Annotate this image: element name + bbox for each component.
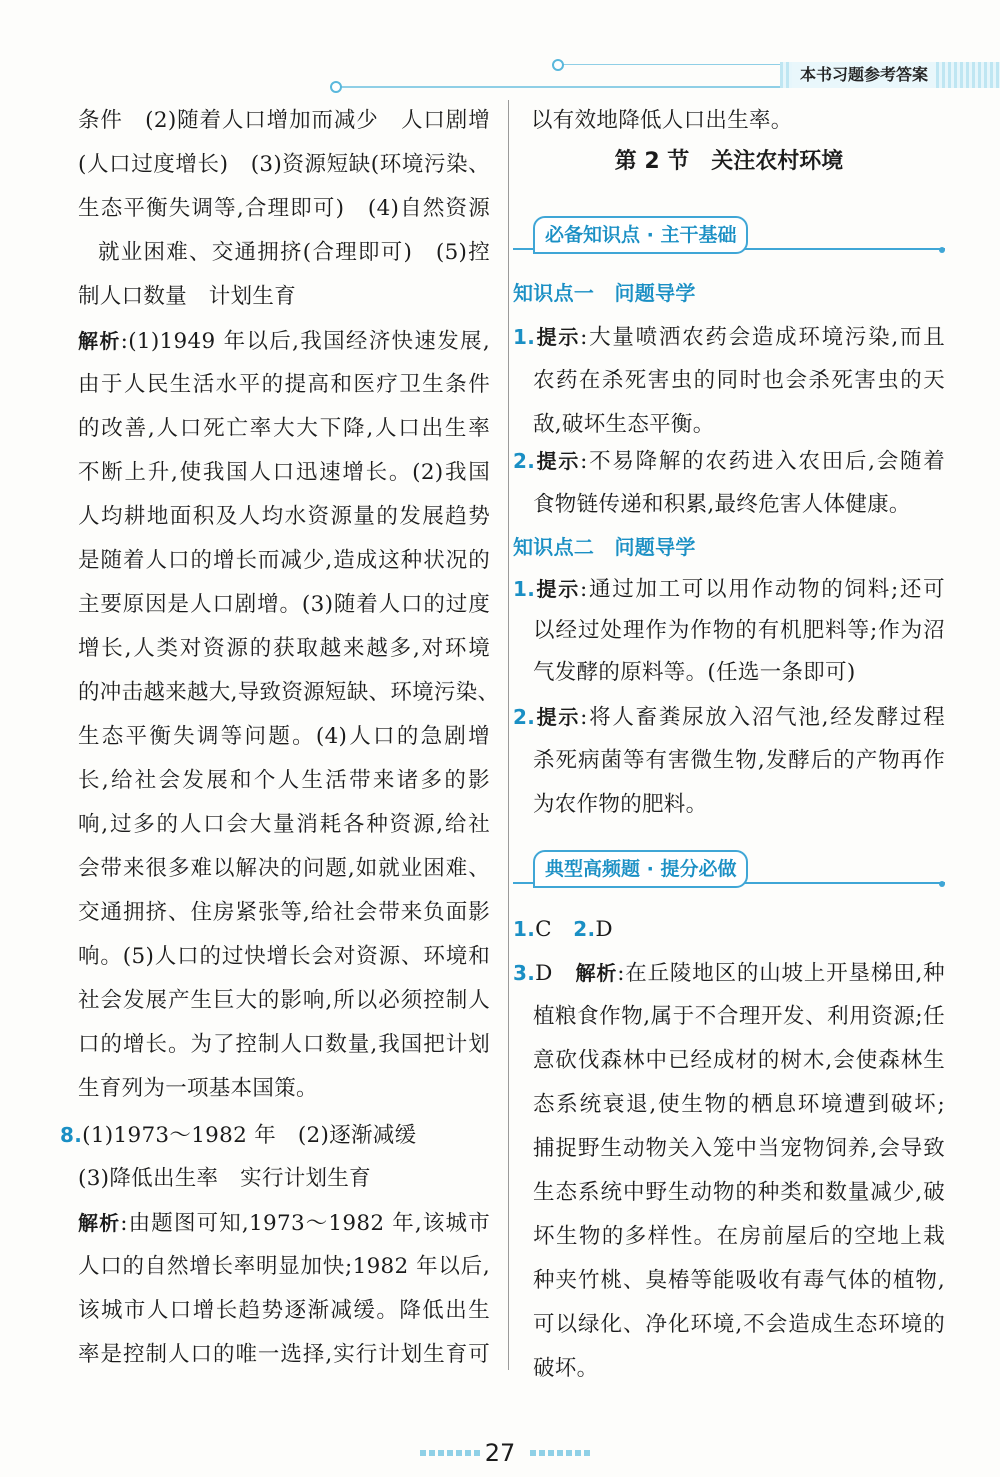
- text-line: 交通拥挤、住房紧张等,给社会带来负面影: [78, 900, 490, 925]
- keyword-label: 提示: [535, 577, 581, 601]
- text-line: 的改善,人口死亡率大大下降,人口出生率: [78, 416, 490, 441]
- text-line: 可以绿化、净化环境,不会造成生态环境的: [533, 1312, 945, 1337]
- item-number: 1.: [513, 917, 536, 941]
- text-line: 态系统衰退,使生物的栖息环境遭到破坏;: [533, 1092, 945, 1117]
- text-line: (人口过度增长) (3)资源短缺(环境污染、: [78, 152, 490, 177]
- question-3: [513, 952, 945, 994]
- text-line: 人均耕地面积及人均水资源量的发展趋势: [78, 504, 490, 529]
- text-line: 口的增长。为了控制人口数量,我国把计划: [78, 1032, 490, 1057]
- text-line: 为农作物的肥料。: [533, 792, 708, 817]
- text-line: 增长,人类对资源的获取越来越多,对环境: [78, 636, 490, 661]
- text-line: 响,过多的人口会大量消耗各种资源,给社: [78, 812, 490, 837]
- knowledge-point-title: 知识点一 问题导学: [513, 281, 696, 305]
- keyword-label: 解析: [78, 329, 121, 353]
- banner-dot-icon: [939, 881, 945, 887]
- header-rule-top: [560, 64, 780, 65]
- item-number: 1.: [513, 325, 536, 349]
- text-line: 以有效地降低人口出生率。: [531, 108, 793, 133]
- item-number: 3.: [513, 961, 536, 985]
- knowledge-point-title: 知识点二 问题导学: [513, 535, 696, 559]
- answers-1-2: [513, 908, 945, 950]
- answer-text: (3)降低出生率 实行计划生育: [78, 1166, 371, 1191]
- explanation-line: 解析:由题图可知,1973～1982 年,该城市: [78, 1211, 490, 1236]
- text-line: 食物链传递和积累,最终危害人体健康。: [533, 492, 911, 517]
- header-label: 本书习题参考答案: [792, 62, 936, 88]
- text-line: 生态系统中野生动物的种类和数量减少,破: [533, 1180, 945, 1205]
- section-banner: [513, 216, 945, 256]
- hint-item: [513, 696, 945, 738]
- section-title: 第 2 节 关注农村环境: [614, 149, 844, 174]
- text-line: 坏生物的多样性。在房前屋后的空地上栽: [533, 1224, 945, 1249]
- question-8: [60, 1114, 472, 1156]
- text-line: 的冲击越来越大,导致资源短缺、环境污染、: [78, 680, 500, 705]
- item-number: 2.: [513, 705, 536, 729]
- text-line: 破坏。: [533, 1356, 599, 1381]
- text-line: 人口的自然增长率明显加快;1982 年以后,: [78, 1254, 490, 1279]
- text-line: 生态平衡失调等问题。(4)人口的急剧增: [78, 724, 490, 749]
- header-dot-icon: [330, 81, 342, 93]
- text-line: 生态平衡失调等,合理即可) (4)自然资源: [78, 196, 490, 221]
- hint-item: [513, 316, 945, 358]
- text-line: 敌,破坏生态平衡。: [533, 412, 715, 437]
- text-line: 社会发展产生巨大的影响,所以必须控制人: [78, 988, 490, 1013]
- text-line: 响。(5)人口的过快增长会对资源、环境和: [78, 944, 490, 969]
- answer-text: D 解析:在丘陵地区的山坡上开垦梯田,种: [535, 961, 945, 986]
- text-line: 意砍伐森林中已经成材的树木,会使森林生: [533, 1048, 945, 1073]
- keyword-label: 提示: [535, 705, 581, 729]
- text-line: 农药在杀死害虫的同时也会杀死害虫的天: [533, 368, 945, 393]
- text-line: 以经过处理作为作物的有机肥料等;作为沼: [533, 618, 945, 643]
- text-line: 就业困难、交通拥挤(合理即可) (5)控: [98, 240, 490, 265]
- text-line: 气发酵的原料等。(任选一条即可): [533, 660, 856, 685]
- page-number: 27: [484, 1439, 516, 1467]
- column-divider: [508, 100, 509, 1370]
- answer-text: (1)1973～1982 年 (2)逐渐减缓: [82, 1123, 417, 1148]
- item-number: 2.: [573, 917, 596, 941]
- text-line: 该城市人口增长趋势逐渐减缓。降低出生: [78, 1298, 490, 1323]
- text-line: 会带来很多难以解决的问题,如就业困难、: [78, 856, 490, 881]
- question-number: 8.: [60, 1123, 83, 1147]
- hint-item: [513, 440, 945, 482]
- text-line: 由于人民生活水平的提高和医疗卫生条件: [78, 372, 490, 397]
- banner-dot-icon: [939, 247, 945, 253]
- hint-text: 提示:不易降解的农药进入农田后,会随着: [535, 449, 945, 474]
- text-line: 不断上升,使我国人口迅速增长。(2)我国: [78, 460, 490, 485]
- item-number: 2.: [513, 449, 536, 473]
- text-line: 捕捉野生动物关入笼中当宠物饲养,会导致: [533, 1136, 945, 1161]
- header-dot-icon: [552, 59, 564, 71]
- text-line: 种夹竹桃、臭椿等能吸收有毒气体的植物,: [533, 1268, 945, 1293]
- answer-text: C: [535, 917, 552, 942]
- text-line: 杀死病菌等有害微生物,发酵后的产物再作: [533, 748, 945, 773]
- hint-item: [513, 568, 945, 610]
- keyword-label: 提示: [535, 449, 581, 473]
- hint-text: 提示:通过加工可以用作动物的饲料;还可: [535, 577, 945, 602]
- item-number: 1.: [513, 577, 536, 601]
- header-rule: [340, 86, 780, 88]
- banner-label: 典型高频题 · 提分必做: [533, 850, 748, 888]
- hint-text: 提示:大量喷洒农药会造成环境污染,而且: [535, 325, 945, 350]
- banner-label: 必备知识点 · 主干基础: [533, 216, 748, 254]
- text-line: 是随着人口的增长而减少,造成这种状况的: [78, 548, 490, 573]
- text-line: 长,给社会发展和个人生活带来诸多的影: [78, 768, 490, 793]
- keyword-label: 解析: [575, 961, 618, 985]
- answer-text: D: [595, 917, 613, 942]
- text-line: 主要原因是人口剧增。(3)随着人口的过度: [78, 592, 490, 617]
- text-line: 植粮食作物,属于不合理开发、利用资源;任: [533, 1004, 945, 1029]
- text-line: 制人口数量 计划生育: [78, 284, 297, 309]
- hint-text: 提示:将人畜粪尿放入沼气池,经发酵过程: [535, 705, 945, 730]
- text-line: 率是控制人口的唯一选择,实行计划生育可: [78, 1342, 490, 1367]
- keyword-label: 解析: [78, 1211, 121, 1235]
- keyword-label: 提示: [535, 325, 581, 349]
- section-banner: [513, 850, 945, 890]
- text-line: 生育列为一项基本国策。: [78, 1076, 318, 1101]
- explanation-line: 解析:(1)1949 年以后,我国经济快速发展,: [78, 329, 490, 354]
- text-line: 条件 (2)随着人口增加而减少 人口剧增: [78, 108, 490, 133]
